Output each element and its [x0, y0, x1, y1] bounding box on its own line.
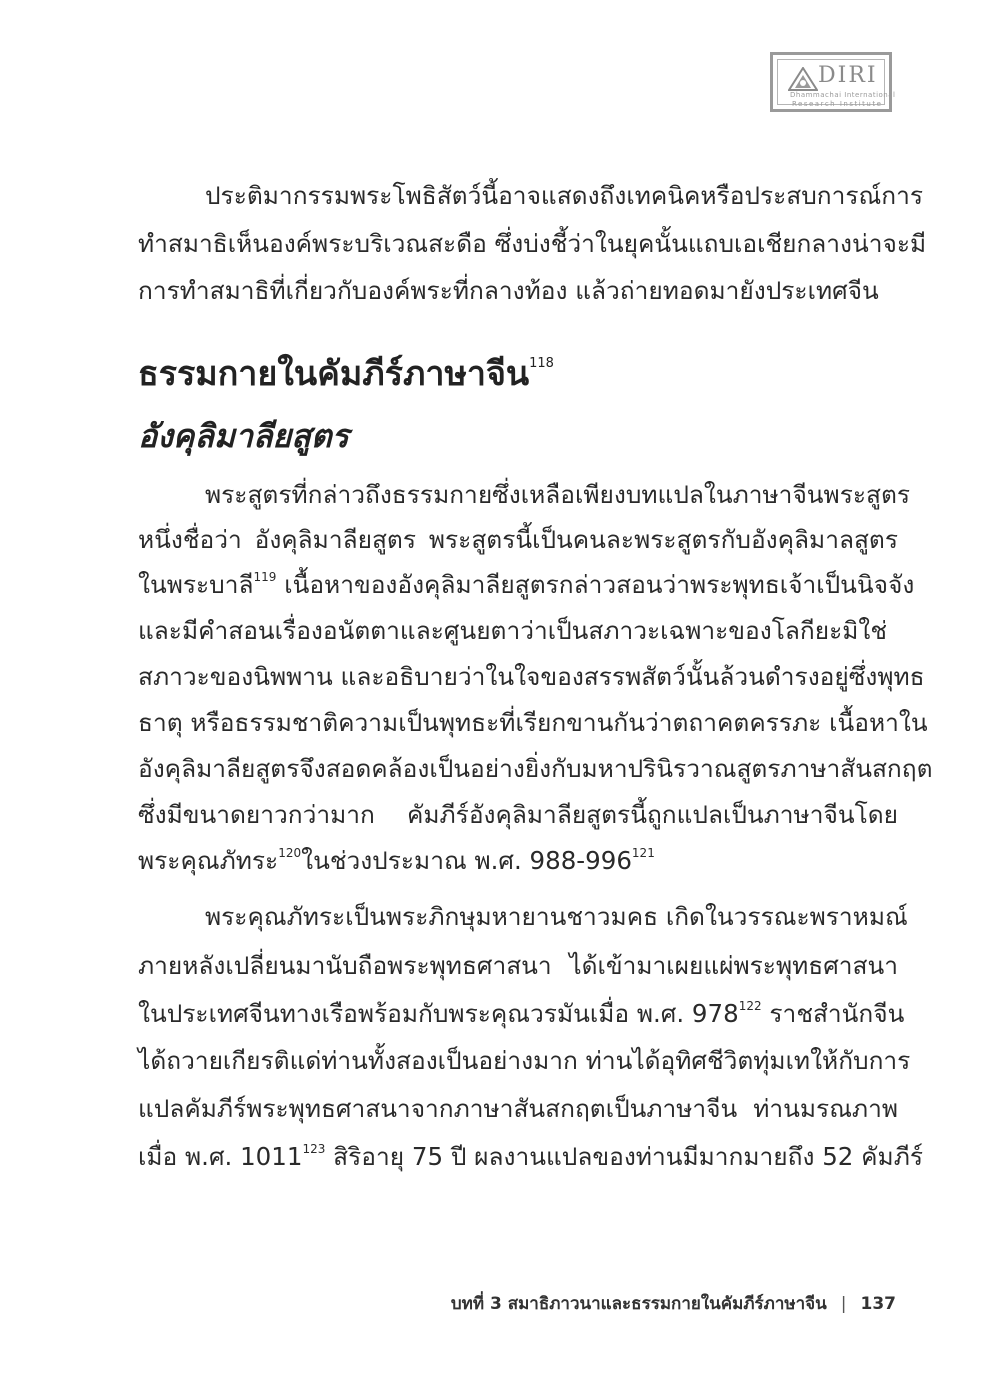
paragraph-3-line-5: แปลคัมภีร์พระพุทธศาสนาจากภาษาสันสกฤตเป็นภาษาจีน ท่านมรณภาพ — [138, 1094, 898, 1123]
page-number: 137 — [860, 1294, 896, 1314]
footnote-119[interactable]: 119 — [253, 570, 277, 584]
paragraph-2-line-4: และมีคำสอนเรื่องอนัตตาและศูนยตาว่าเป็นสภาวะเฉพาะของโลกียะมิใช่ — [138, 616, 887, 645]
paragraph-2-line-9 — [138, 843, 898, 879]
paragraph-3-line-3-text-b: ราชสำนักจีน — [761, 999, 905, 1028]
paragraph-2-line-2: หนึ่งชื่อว่า อังคุลิมาลียสูตร พระสูตรนี้เป็นคนละพระสูตรกับอังคุลิมาลสูตร — [138, 525, 898, 554]
paragraph-2-line-9-text-b: ในช่วงประมาณ พ.ศ. 988-996 — [301, 846, 632, 875]
paragraph-3-line-2: ภายหลังเปลี่ยนมานับถือพระพุทธศาสนา ได้เข้ามาเผยแผ่พระพุทธศาสนา — [138, 951, 898, 980]
section-heading-text: ธรรมกายในคัมภีร์ภาษาจีน — [138, 354, 530, 394]
paragraph-2-line-5: สภาวะของนิพพาน และอธิบายว่าในใจของสรรพสัตว์นั้นล้วนดำรงอยู่ซึ่งพุทธ — [138, 662, 925, 691]
logo-name: DIRI — [818, 63, 878, 88]
paragraph-2-line-8: ซึ่งมีขนาดยาวกว่ามาก คัมภีร์อังคุลิมาลียสูตรนี้ถูกแปลเป็นภาษาจีนโดย — [138, 800, 898, 829]
paragraph-2-line-3 — [138, 567, 915, 603]
paragraph-2-line-7: อังคุลิมาลียสูตรจึงสอดคล้องเป็นอย่างยิ่งกับมหาปรินิรวาณสูตรภาษาสันสกฤต — [138, 754, 933, 783]
paragraph-3-line-4: ได้ถวายเกียรติแด่ท่านทั้งสองเป็นอย่างมาก ท่านได้อุทิศชีวิตทุ่มเทให้กับการ — [138, 1046, 911, 1075]
logo-frame — [777, 59, 896, 108]
footnote-121[interactable]: 121 — [631, 846, 655, 860]
paragraph-1-line-2: ทำสมาธิเห็นองค์พระบริเวณสะดือ ซึ่งบ่งชี้ว่าในยุคนั้นแถบเอเชียกลางน่าจะมี — [138, 229, 927, 258]
logo-subtitle-1: Dhammachai International — [790, 91, 896, 99]
triangle-logo-icon — [788, 67, 818, 91]
footnote-120[interactable]: 120 — [278, 846, 302, 860]
paragraph-3-line-1: พระคุณภัทระเป็นพระภิกษุมหายานชาวมคธ เกิดในวรรณะพราหมณ์ — [205, 902, 908, 931]
section-subheading: อังคุลิมาลียสูตร — [138, 417, 349, 455]
page-footer — [451, 1290, 896, 1317]
paragraph-1-line-3: การทำสมาธิที่เกี่ยวกับองค์พระที่กลางท้อง แล้วถ่ายทอดมายังประเทศจีน — [138, 276, 879, 305]
logo-subtitle-2: Research Institute — [792, 100, 883, 108]
paragraph-2-line-3-text-b: เนื้อหาของอังคุลิมาลียสูตรกล่าวสอนว่าพระพุทธเจ้าเป็นนิจจัง — [276, 570, 915, 599]
chapter-title: บทที่ 3 สมาธิภาวนาและธรรมกายในคัมภีร์ภาษาจีน — [450, 1294, 827, 1314]
footnote-123[interactable]: 123 — [302, 1142, 326, 1156]
paragraph-3-line-6 — [138, 1139, 924, 1175]
paragraph-3-line-3 — [138, 996, 905, 1032]
diri-logo — [770, 52, 896, 112]
paragraph-2-line-6: ธาตุ หรือธรรมชาติความเป็นพุทธะที่เรียกขานกันว่าตถาคตครรภะ เนื้อหาใน — [138, 708, 928, 737]
section-heading — [138, 352, 554, 396]
footer-separator: | — [840, 1294, 847, 1314]
paragraph-2-line-3-text-a: ในพระบาลี — [138, 570, 254, 599]
paragraph-2-line-1: พระสูตรที่กล่าวถึงธรรมกายซึ่งเหลือเพียงบทแปลในภาษาจีนพระสูตร — [205, 480, 911, 509]
paragraph-1-line-1: ประติมากรรมพระโพธิสัตว์นี้อาจแสดงถึงเทคนิคหรือประสบการณ์การ — [205, 181, 924, 210]
paragraph-3-line-6-text-a: เมื่อ พ.ศ. 1011 — [138, 1142, 303, 1171]
paragraph-2-line-9-text-a: พระคุณภัทระ — [138, 846, 279, 875]
footnote-118[interactable]: 118 — [529, 356, 554, 371]
paragraph-3-line-3-text-a: ในประเทศจีนทางเรือพร้อมกับพระคุณวรมันเมื่อ พ.ศ. 978 — [138, 999, 739, 1028]
footnote-122[interactable]: 122 — [738, 999, 762, 1013]
paragraph-3-line-6-text-b: สิริอายุ 75 ปี ผลงานแปลของท่านมีมากมายถึง 52 คัมภีร์ — [325, 1142, 924, 1171]
